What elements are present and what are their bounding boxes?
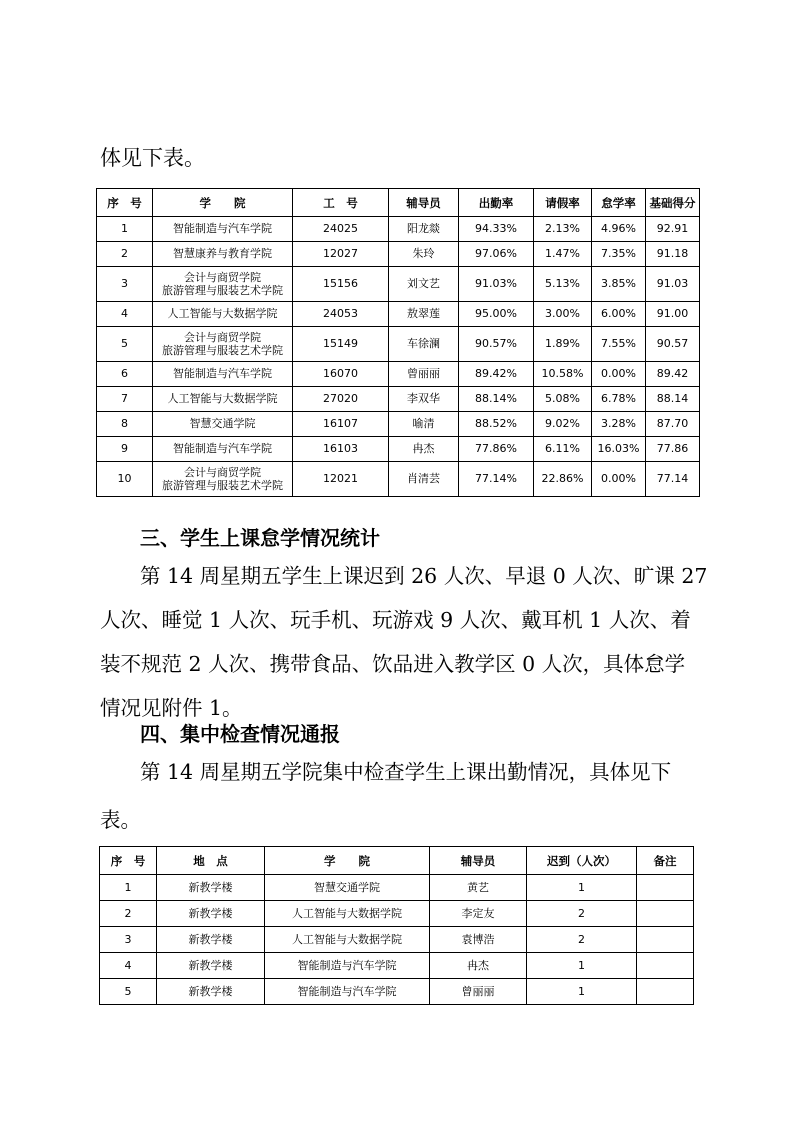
table-cell: 88.14% [459,387,534,412]
table-cell: 黄艺 [430,875,527,901]
table-cell: 24025 [293,217,389,242]
table-cell: 15149 [293,327,389,362]
table-cell: 87.70 [646,412,700,437]
table-cell: 车徐澜 [389,327,459,362]
table-cell: 7.55% [592,327,646,362]
table-cell: 24053 [293,302,389,327]
table-cell: 2 [100,901,157,927]
table-cell: 4 [100,953,157,979]
table-row [97,217,700,242]
table-cell: 27020 [293,387,389,412]
header-cell: 学 院 [265,847,430,875]
header-cell: 出勤率 [459,189,534,217]
college-line: 会计与商贸学院 [184,331,261,344]
table-cell: 3.00% [534,302,592,327]
table-cell: 敖翠莲 [389,302,459,327]
table-cell: 袁博浩 [430,927,527,953]
table-cell: 6.11% [534,437,592,462]
college-line: 智能制造与汽车学院 [173,442,272,455]
college-line: 人工智能与大数据学院 [167,392,278,405]
table-cell: 8 [97,412,153,437]
table-cell: 新教学楼 [157,953,265,979]
header-cell: 备注 [637,847,694,875]
table-cell: 15156 [293,267,389,302]
table-cell: 曾丽丽 [430,979,527,1005]
table-cell: 人工智能与大数据学院 [265,927,430,953]
table-cell: 0.00% [592,362,646,387]
header-cell: 序 号 [100,847,157,875]
table-cell [153,412,293,437]
table-cell: 77.86% [459,437,534,462]
table-row [97,412,700,437]
table-cell: 智慧交通学院 [265,875,430,901]
table-cell: 冉杰 [389,437,459,462]
table-cell: 1 [527,875,637,901]
college-line: 会计与商贸学院 [184,271,261,284]
table-cell: 97.06% [459,242,534,267]
table-cell: 7 [97,387,153,412]
table-cell: 88.14 [646,387,700,412]
intro-tail-text: 体见下表。 [100,146,205,170]
table-cell: 9 [97,437,153,462]
header-cell: 怠学率 [592,189,646,217]
table-cell: 朱玲 [389,242,459,267]
table-row [97,387,700,412]
table-cell: 肖清芸 [389,462,459,497]
table-cell: 冉杰 [430,953,527,979]
table-cell: 22.86% [534,462,592,497]
header-cell: 基础得分 [646,189,700,217]
table-cell: 9.02% [534,412,592,437]
table-cell: 智能制造与汽车学院 [265,953,430,979]
section3-line: 第 14 周星期五学生上课迟到 26 人次、早退 0 人次、旷课 27 [140,564,708,588]
table-row [100,979,694,1005]
header-cell: 辅导员 [389,189,459,217]
table-row [97,437,700,462]
table-cell: 0.00% [592,462,646,497]
table-cell: 77.86 [646,437,700,462]
college-line: 旅游管理与服装艺术学院 [162,479,283,492]
table-cell: 91.03 [646,267,700,302]
table-cell: 1 [527,953,637,979]
college-line: 智慧交通学院 [189,417,256,430]
table-cell: 5.08% [534,387,592,412]
table-cell [153,387,293,412]
table-cell: 2.13% [534,217,592,242]
table-row [97,327,700,362]
college-line: 旅游管理与服装艺术学院 [162,284,283,297]
counselor-attendance-table [96,188,700,497]
section4-line: 第 14 周星期五学院集中检查学生上课出勤情况，具体见下 [140,760,672,784]
table-cell: 5.13% [534,267,592,302]
table-cell: 92.91 [646,217,700,242]
table-cell: 人工智能与大数据学院 [265,901,430,927]
table-row [97,267,700,302]
table-cell: 10 [97,462,153,497]
table-cell [153,302,293,327]
section4-heading: 四、集中检查情况通报 [140,722,340,746]
header-cell: 辅导员 [430,847,527,875]
header-cell: 迟到（人次） [527,847,637,875]
table-row [100,953,694,979]
table-row [97,362,700,387]
table-cell: 16070 [293,362,389,387]
table-cell: 6 [97,362,153,387]
table-cell: 1.47% [534,242,592,267]
table-cell [153,327,293,362]
table-cell [153,267,293,302]
table-cell: 新教学楼 [157,901,265,927]
header-cell: 请假率 [534,189,592,217]
table-cell: 89.42 [646,362,700,387]
header-cell: 学 院 [153,189,293,217]
section3-heading: 三、学生上课怠学情况统计 [140,526,380,550]
table-row [100,927,694,953]
table-row [97,242,700,267]
table-cell: 90.57% [459,327,534,362]
header-cell: 工 号 [293,189,389,217]
table-row [97,462,700,497]
college-line: 会计与商贸学院 [184,466,261,479]
section4-line: 表。 [100,808,141,832]
table-cell: 89.42% [459,362,534,387]
table-cell: 77.14 [646,462,700,497]
table-cell: 91.18 [646,242,700,267]
college-line: 智能制造与汽车学院 [173,222,272,235]
table-cell: 16.03% [592,437,646,462]
table-cell [637,927,694,953]
table-cell: 1 [527,979,637,1005]
table-cell: 16107 [293,412,389,437]
table-cell: 77.14% [459,462,534,497]
table-cell: 90.57 [646,327,700,362]
table-cell: 3 [100,927,157,953]
table-cell: 6.78% [592,387,646,412]
table-cell: 智能制造与汽车学院 [265,979,430,1005]
table-cell: 5 [97,327,153,362]
table-row [100,901,694,927]
table-cell: 2 [97,242,153,267]
table-cell: 5 [100,979,157,1005]
section3-line: 装不规范 2 人次、携带食品、饮品进入教学区 0 人次，具体怠学 [100,652,686,676]
inspection-table [99,846,694,1005]
table-cell: 新教学楼 [157,927,265,953]
table-row [97,302,700,327]
table-cell: 6.00% [592,302,646,327]
section3-line: 情况见附件 1。 [100,696,243,720]
table-cell [637,953,694,979]
table-header-row [97,189,700,217]
table-cell [153,437,293,462]
table-cell [153,217,293,242]
college-line: 旅游管理与服装艺术学院 [162,344,283,357]
college-line: 智能制造与汽车学院 [173,367,272,380]
table-cell: 10.58% [534,362,592,387]
table-cell: 91.03% [459,267,534,302]
section3-line: 人次、睡觉 1 人次、玩手机、玩游戏 9 人次、戴耳机 1 人次、着 [100,608,691,632]
table-cell: 2 [527,927,637,953]
table-cell: 李双华 [389,387,459,412]
table-cell: 4 [97,302,153,327]
table-cell: 88.52% [459,412,534,437]
table-cell: 1 [100,875,157,901]
table-cell: 喻清 [389,412,459,437]
table-cell [637,979,694,1005]
table-cell: 3.28% [592,412,646,437]
table-cell: 12021 [293,462,389,497]
table-cell: 曾丽丽 [389,362,459,387]
header-cell: 地 点 [157,847,265,875]
college-line: 智慧康养与教育学院 [173,247,272,260]
table-cell: 94.33% [459,217,534,242]
table-cell: 2 [527,901,637,927]
table-cell [637,875,694,901]
table-cell: 新教学楼 [157,979,265,1005]
table-cell: 16103 [293,437,389,462]
table-cell: 91.00 [646,302,700,327]
table-cell: 3 [97,267,153,302]
table-cell: 4.96% [592,217,646,242]
table-cell: 1 [97,217,153,242]
table-cell: 阳龙燚 [389,217,459,242]
table-cell: 95.00% [459,302,534,327]
table-row [100,875,694,901]
table-cell [153,362,293,387]
table-cell: 1.89% [534,327,592,362]
table-cell [153,242,293,267]
table-header-row [100,847,694,875]
header-cell: 序 号 [97,189,153,217]
table-cell: 12027 [293,242,389,267]
table-cell [153,462,293,497]
table-cell: 刘文艺 [389,267,459,302]
table-cell: 新教学楼 [157,875,265,901]
table-cell: 3.85% [592,267,646,302]
college-line: 人工智能与大数据学院 [167,307,278,320]
table-cell: 7.35% [592,242,646,267]
table-cell [637,901,694,927]
table-cell: 李定友 [430,901,527,927]
